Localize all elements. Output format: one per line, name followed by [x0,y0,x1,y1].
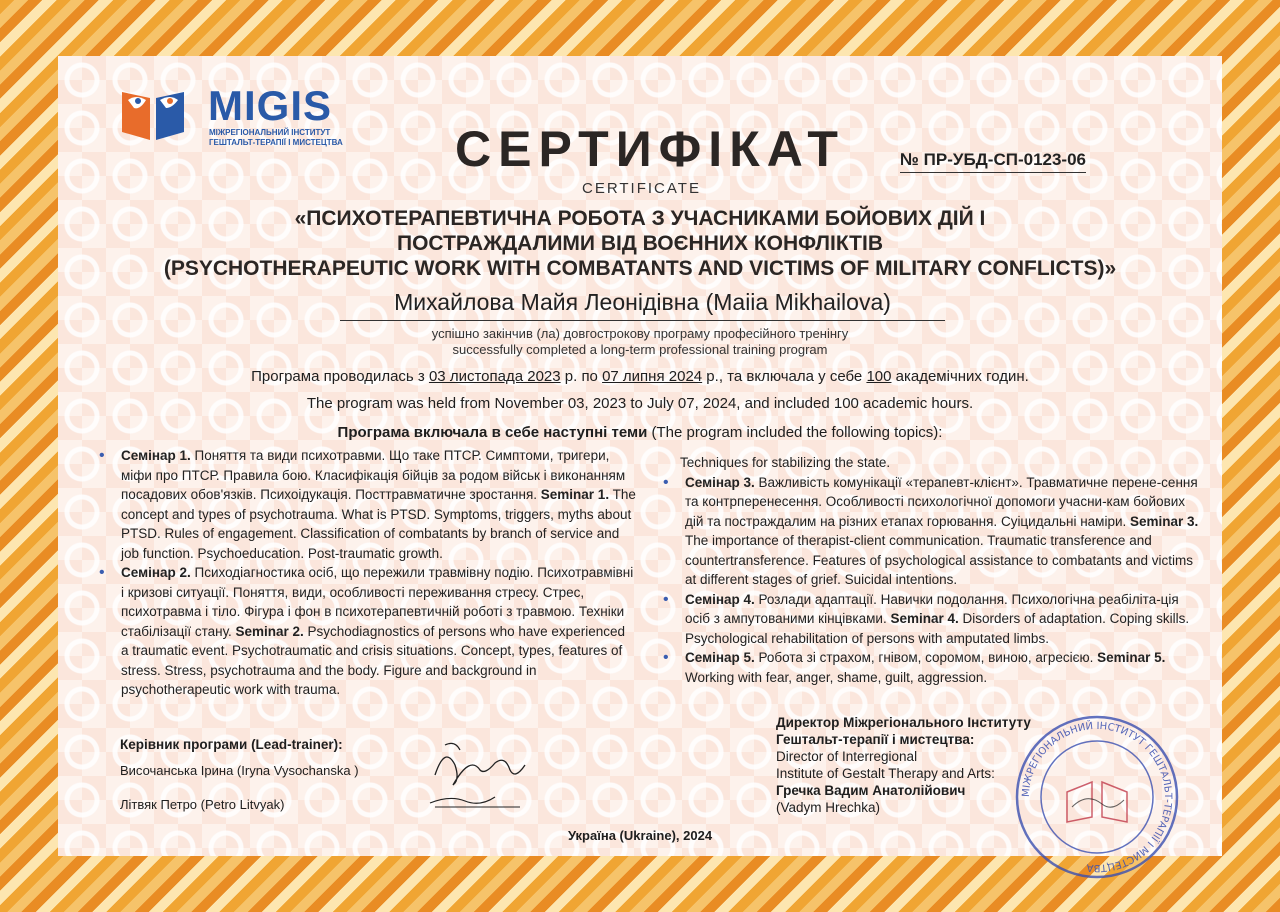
topics-heading-ua: Програма включала в себе наступні теми [337,424,648,441]
list-item [660,648,1200,687]
completion-en: successfully completed a long-term professional training program [452,342,828,357]
seminar-label-en: Seminar 3. [1130,513,1199,529]
director-name-ua: Гречка Вадим Анатолійович [776,783,966,798]
seminar-text-en: Working with fear, anger, shame, guilt, aggression. [685,669,988,685]
completion-statement [300,326,980,358]
seminar-continuation: Techniques for stabilizing the state. [680,455,891,470]
completion-ua: успішно закінчив (ла) довгострокову програму професійного тренінгу [431,326,849,341]
seminar-label-ua: Семінар 3. [685,474,755,490]
logo-subtitle-line1: МІЖРЕГІОНАЛЬНИЙ ІНСТИТУТ [209,128,331,137]
recipient-name: Михайлова Майя Леонідівна (Maiia Mikhailova) [340,289,945,321]
program-title [120,206,1160,281]
topics-column-left [96,446,636,700]
director-title-en: Institute of Gestalt Therapy and Arts: [776,766,995,781]
list-item [96,446,636,563]
list-item [660,590,1200,649]
program-title-line3: (PSYCHOTHERAPEUTIC WORK WITH COMBATANTS AND VICTIMS OF MILITARY CONFLICTS)» [163,257,1117,280]
bullet-icon: • [663,649,669,666]
stamp-text: МІЖРЕГІОНАЛЬНИЙ ІНСТИТУТ ГЕШТАЛЬТ-ТЕРАПІЇ І МИСТЕЦТВА [1020,720,1174,874]
held-ua-text: р. по [560,368,603,385]
logo-wordmark: MIGIS [208,82,333,129]
bullet-icon: • [663,473,669,491]
seminar-text-ua: Розлади адаптації. Навички подолання. Психологічна реабіліта-ція осіб з ампутованими кінцівками. [685,591,1179,626]
program-title-line2: ПОСТРАЖДАЛИМИ ВІД ВОЄННИХ КОНФЛІКТІВ [397,232,883,255]
topics-column-right [660,453,1200,687]
program-title-line1: «ПСИХОТЕРАПЕВТИЧНА РОБОТА З УЧАСНИКАМИ БОЙОВИХ ДІЙ І [294,207,986,230]
lead-trainer-name: Літвяк Петро (Petro Litvyak) [120,797,285,812]
seminar-label-ua: Семінар 1. [121,448,191,463]
start-date: 03 листопада 2023 [428,368,561,385]
bullet-icon: • [663,590,669,608]
lead-trainer-label: Керівник програми (Lead-trainer): [120,737,343,752]
hours-count: 100 [866,368,892,385]
list-item [660,473,1200,590]
seminar-text-ua: Робота зі страхом, гнівом, соромом, виною, агресією. [754,650,1098,665]
seminar-label-ua: Семінар 2. [121,565,191,580]
migis-logo-icon [120,78,186,144]
seminar-text-en: Disorders of adaptation. Coping skills. Psychological rehabilitation of persons with amputated limbs. [685,611,1190,646]
seminar-label-ua: Семінар 4. [685,591,755,607]
seminar-text-ua: Поняття та види психотравми. Що таке ПТСР. Симптоми, тригери, міфи про ПТСР. Правила бою. Класифікація бійців за родом військ і виконанням посадових обов'язків. Психоідукація. Посттравматичне зростання. [121,448,626,502]
certificate-title: СЕРТИФІКАТ [455,121,845,177]
seminar-text-ua: Важливість комунікації «терапевт-клієнт». Травматичне перене-сення та контрперенесення. Особливості психологічної допомоги учасни-кам бойових дій та постраждалим на різних етапах горювання. Суіцидальні наміри. [685,474,1198,529]
lead-trainer-name: Височанська Ірина (Iryna Vysochanska ) [120,763,359,778]
bullet-icon: • [99,564,105,581]
seminar-label-ua: Семінар 5. [685,650,755,665]
certificate-number: № ПР-УБД-СП-0123-06 [900,150,1086,173]
held-ua-text: р., та включала у себе [702,368,867,385]
director-title-ua: Директор Міжрегіонального Інституту [776,715,1031,730]
seminar-label-en: Seminar 2. [235,623,304,639]
seminar-text-en: The concept and types of psychotrauma. What is PTSD. Symptoms, triggers, myths about PTSD. Rules of engagement. Classification of combatants by branch of service and job function. Psychoeducation. Post-traumatic growth. [121,487,636,561]
signature-image [425,735,535,815]
seminar-text-en: The importance of therapist-client communication. Traumatic transference and countertransference. Features of psychological assistance to combatants and victims at different stages of grief. Suicidal intentions. [685,533,1194,587]
seminar-label-en: Seminar 4. [890,611,959,626]
seminar-text-en: Psychodiagnostics of persons who have experienced a traumatic event. Psychotraumatic and crisis situations. Concept, types, features of stress. Stress, psychotrauma and the body. Figure and background in psychotherapeutic work with trauma. [121,623,625,697]
topics-heading [120,424,1160,441]
seminar-text-ua: Психодіагностика осіб, що пережили травмівну подію. Психотравмівні і кризові ситуації. Поняття, види, особливості переживання стресу. Стрес, психотравма і тіло. Фігура і фон в психотерапевтичній роботі з травмою. Техніки стабілізації стану. [121,565,634,639]
director-block [776,714,1031,816]
certificate-subtitle: CERTIFICATE [582,180,701,197]
held-ua-text: академічних годин. [891,368,1029,385]
place-year: Україна (Ukraine), 2024 [567,828,713,843]
logo-subtitle-line2: ГЕШТАЛЬТ-ТЕРАПІЇ І МИСТЕЦТВА [209,138,343,147]
program-dates-en: The program was held from November 03, 2023 to July 07, 2024, and included 100 academic hours. [306,395,974,412]
program-dates-ua [120,368,1160,385]
svg-text:МІЖРЕГІОНАЛЬНИЙ ІНСТИТУТ ГЕШТА [1021,719,1173,873]
director-title-ua: Гештальт-терапії і мистецтва: [776,732,975,747]
logo-subtitle [209,128,343,148]
bullet-icon: • [99,447,105,464]
end-date: 07 липня 2024 [602,368,703,385]
director-title-en: Director of Interregional [776,749,918,764]
seminar-label-en: Seminar 1. [540,487,610,502]
topics-heading-en: (The program included the following topics): [647,424,943,441]
director-name-en: (Vadym Hrechka) [776,800,881,815]
held-ua-text: Програма проводилась з [251,368,429,385]
list-item [96,563,636,700]
official-stamp [1012,712,1182,882]
seminar-label-en: Seminar 5. [1097,650,1166,665]
